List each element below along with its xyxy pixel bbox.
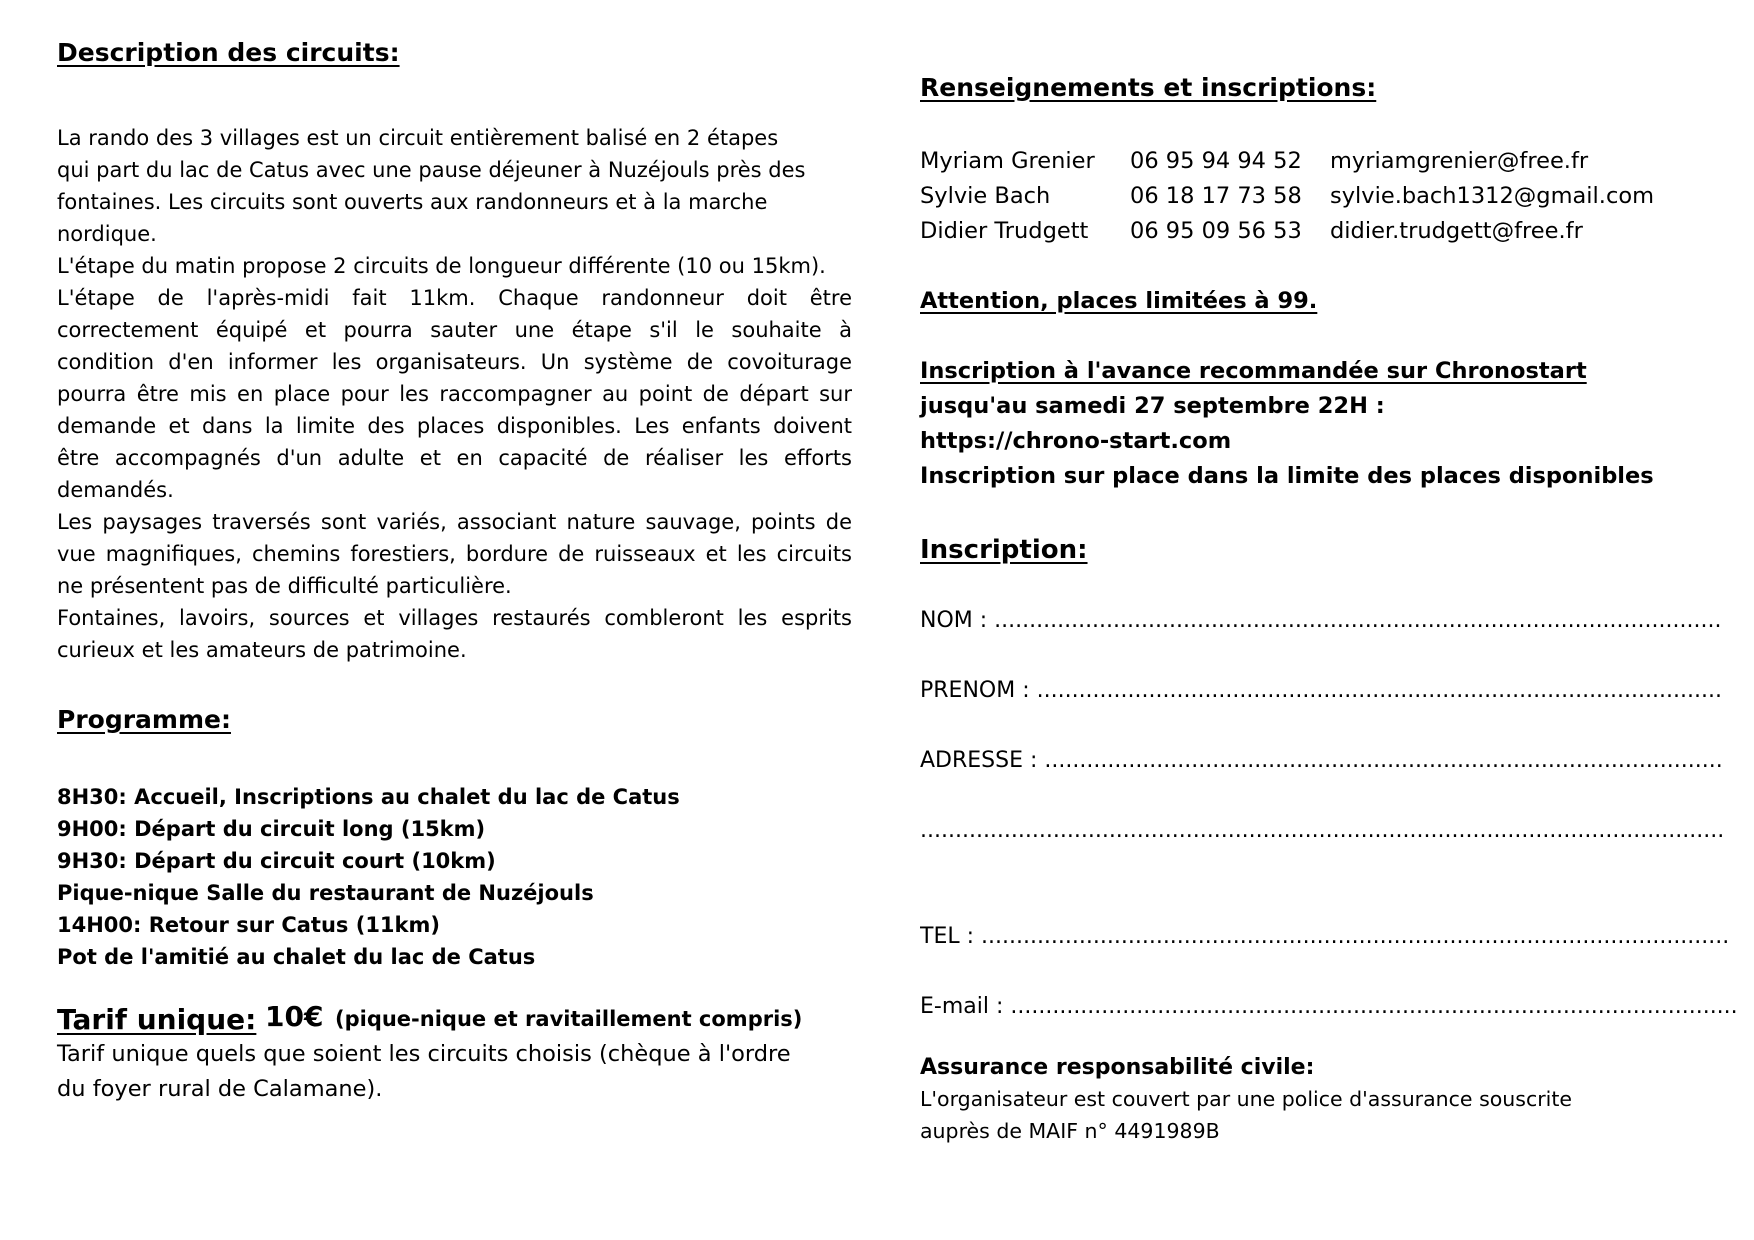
- tarif-line: Tarif unique quels que soient les circuits choisis (chèque à l'ordre: [57, 1041, 791, 1067]
- contact-phone: 06 95 09 56 53: [1130, 218, 1302, 244]
- description-line: demandés.: [57, 478, 174, 502]
- description-line: être accompagnés d'un adulte et en capacité de réaliser les efforts: [57, 446, 852, 470]
- programme-item: Pique-nique Salle du restaurant de Nuzéjouls: [57, 881, 594, 905]
- contact-name: Myriam Grenier: [920, 148, 1095, 174]
- description-line: demande et dans la limite des places disponibles. Les enfants doivent: [57, 414, 852, 438]
- tarif-line: du foyer rural de Calamane).: [57, 1076, 383, 1102]
- form-title: Inscription:: [920, 535, 1088, 565]
- assurance-title: Assurance responsabilité civile:: [920, 1055, 1315, 1080]
- description-line: qui part du lac de Catus avec une pause déjeuner à Nuzéjouls près des: [57, 158, 806, 182]
- description-title: Description des circuits:: [57, 38, 400, 67]
- description-line: L'étape du matin propose 2 circuits de longueur différente (10 ou 15km).: [57, 254, 826, 278]
- tarif-price: 10€: [265, 1000, 324, 1033]
- contacts-title: Renseignements et inscriptions:: [920, 73, 1377, 102]
- description-line: pourra être mis en place pour les raccompagner au point de départ sur: [57, 382, 852, 406]
- programme-item: Pot de l'amitié au chalet du lac de Catus: [57, 945, 536, 969]
- description-line: vue magnifiques, chemins forestiers, bordure de ruisseaux et les circuits: [57, 542, 852, 566]
- contact-email: myriamgrenier@free.fr: [1330, 148, 1589, 174]
- programme-item: 9H00: Départ du circuit long (15km): [57, 817, 486, 841]
- programme-item: 9H30: Départ du circuit court (10km): [57, 849, 496, 873]
- description-line: condition d'en informer les organisateurs. Un système de covoiturage: [57, 350, 852, 374]
- description-line: fontaines. Les circuits sont ouverts aux randonneurs et à la marche: [57, 190, 768, 214]
- contact-row: [920, 148, 1588, 174]
- tel-field[interactable]: TEL : ...........................................................................................................: [920, 924, 1730, 949]
- description-line: La rando des 3 villages est un circuit entièrement balisé en 2 étapes: [57, 126, 779, 150]
- description-line: nordique.: [57, 222, 157, 246]
- programme-title: Programme:: [57, 705, 231, 734]
- assurance-line: L'organisateur est couvert par une police d'assurance souscrite: [920, 1087, 1573, 1111]
- programme-item: 8H30: Accueil, Inscriptions au chalet du lac de Catus: [57, 785, 680, 809]
- assurance-line: auprès de MAIF n° 4491989B: [920, 1119, 1220, 1143]
- description-line: Fontaines, lavoirs, sources et villages restaurés combleront les esprits: [57, 606, 852, 630]
- description-line: curieux et les amateurs de patrimoine.: [57, 638, 467, 662]
- attention-notice: Attention, places limitées à 99.: [920, 288, 1318, 314]
- nom-field[interactable]: NOM : ........................................................................................................: [920, 608, 1722, 633]
- advance-line: Inscription sur place dans la limite des places disponibles: [920, 463, 1654, 489]
- description-line: ne présentent pas de difficulté particulière.: [57, 574, 512, 598]
- adresse-field[interactable]: ADRESSE : .................................................................................................: [920, 748, 1723, 773]
- contact-email: sylvie.bach1312@gmail.com: [1330, 183, 1655, 209]
- contact-name: Sylvie Bach: [920, 183, 1051, 209]
- adresse-line2-field[interactable]: ...................................................................................................................: [920, 818, 1725, 843]
- description-line: Les paysages traversés sont variés, associant nature sauvage, points de: [57, 510, 852, 534]
- contact-row: [920, 183, 1654, 209]
- email-field[interactable]: E-mail : ........................................................................................................: [920, 994, 1738, 1019]
- programme-item: 14H00: Retour sur Catus (11km): [57, 913, 440, 937]
- contact-phone: 06 95 94 94 52: [1130, 148, 1302, 174]
- advance-line: jusqu'au samedi 27 septembre 22H :: [920, 393, 1385, 419]
- advance-title: Inscription à l'avance recommandée sur Chronostart: [920, 358, 1587, 384]
- contact-row: [920, 218, 1583, 244]
- description-line: L'étape de l'après-midi fait 11km. Chaque randonneur doit être: [57, 286, 852, 310]
- description-line: correctement équipé et pourra sauter une étape s'il le souhaite à: [57, 318, 852, 342]
- prenom-field[interactable]: PRENOM : ..................................................................................................: [920, 678, 1722, 703]
- contact-phone: 06 18 17 73 58: [1130, 183, 1302, 209]
- chronostart-link[interactable]: https://chrono-start.com: [920, 428, 1232, 454]
- contact-email: didier.trudgett@free.fr: [1330, 218, 1583, 244]
- tarif-note: (pique-nique et ravitaillement compris): [335, 1007, 803, 1031]
- contact-name: Didier Trudgett: [920, 218, 1089, 244]
- tarif-title: Tarif unique:: [57, 1003, 257, 1036]
